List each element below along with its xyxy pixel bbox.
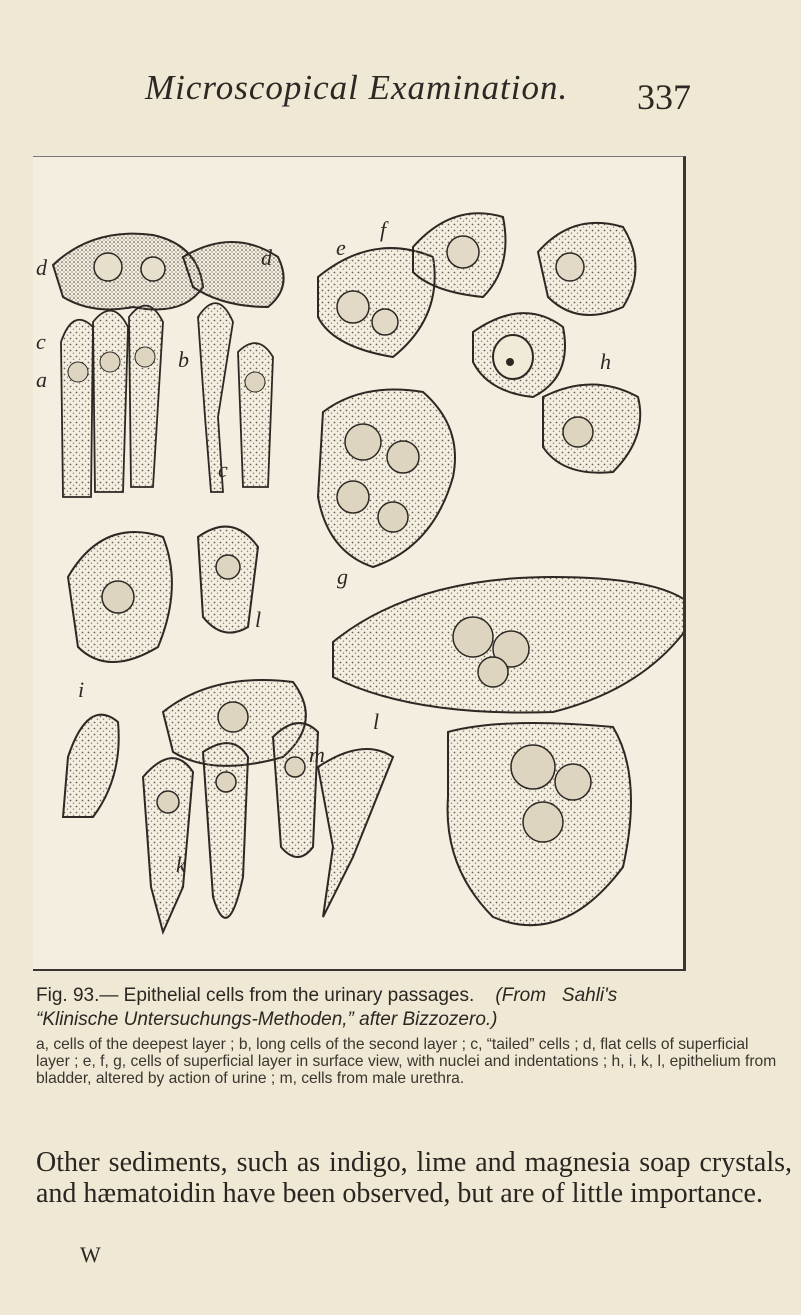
figure-label-k: k: [176, 852, 186, 877]
figure-label-i: i: [78, 677, 85, 702]
figure-label-d: d: [261, 245, 272, 270]
figure-label-c: c: [218, 457, 228, 482]
figure-caption-title: [36, 984, 791, 1032]
figure-source-open: (From: [495, 985, 547, 1006]
cell-group-abc: [61, 303, 273, 497]
figure-source-author: Sahli's: [561, 985, 618, 1006]
figure-label-b: b: [178, 347, 189, 372]
cell-group-g: [318, 385, 640, 568]
page-number: 337: [637, 77, 691, 117]
running-title: Microscopical Examination.: [145, 68, 569, 107]
figure-label-d: d: [36, 255, 47, 280]
figure-source-work: “Klinische Untersuchungs-Methoden,”: [36, 1009, 354, 1030]
figure-legend: a, cells of the deepest layer ; b, long cells of the second layer ; c, “tailed” cells ; d, flat cells of superficial layer ; e, f, g, cells of superficial layer in surface view, with nuclei and indentations ; h, i, k, l, epithelium from bladder, altered by action of urine ; m, cells from male urethra.: [36, 1036, 777, 1087]
figure-label-c: c: [36, 329, 46, 354]
signature-mark: W: [80, 1242, 101, 1267]
figure-source-after: after Bizzozero.): [359, 1009, 498, 1030]
figure-label-a: a: [36, 367, 47, 392]
cell-group-d: [53, 234, 284, 310]
figure-number: Fig. 93.: [36, 985, 100, 1006]
figure-label-e: e: [336, 235, 346, 260]
cell-group-left-lower: [68, 527, 258, 662]
figure-label-l: l: [255, 607, 262, 632]
figure-label-l: l: [373, 709, 380, 734]
cell-group-l: [448, 723, 631, 925]
figure-title: — Epithelial cells from the urinary passages.: [99, 985, 475, 1006]
cell-group-m: [273, 723, 393, 917]
page-header: [0, 68, 801, 118]
figure-label-m: m: [309, 742, 325, 767]
figure-label-h: h: [600, 349, 611, 374]
epithelial-cells-illustration: [33, 157, 683, 969]
body-paragraph: Other sediments, such as indigo, lime and magnesia soap crystals, and hæmatoidin have been observed, but are of little importance.: [36, 1147, 792, 1209]
cell-group-ik: [63, 715, 248, 932]
figure-label-g: g: [337, 564, 348, 589]
figure-93: [33, 156, 686, 971]
figure-label-f: f: [380, 217, 387, 242]
